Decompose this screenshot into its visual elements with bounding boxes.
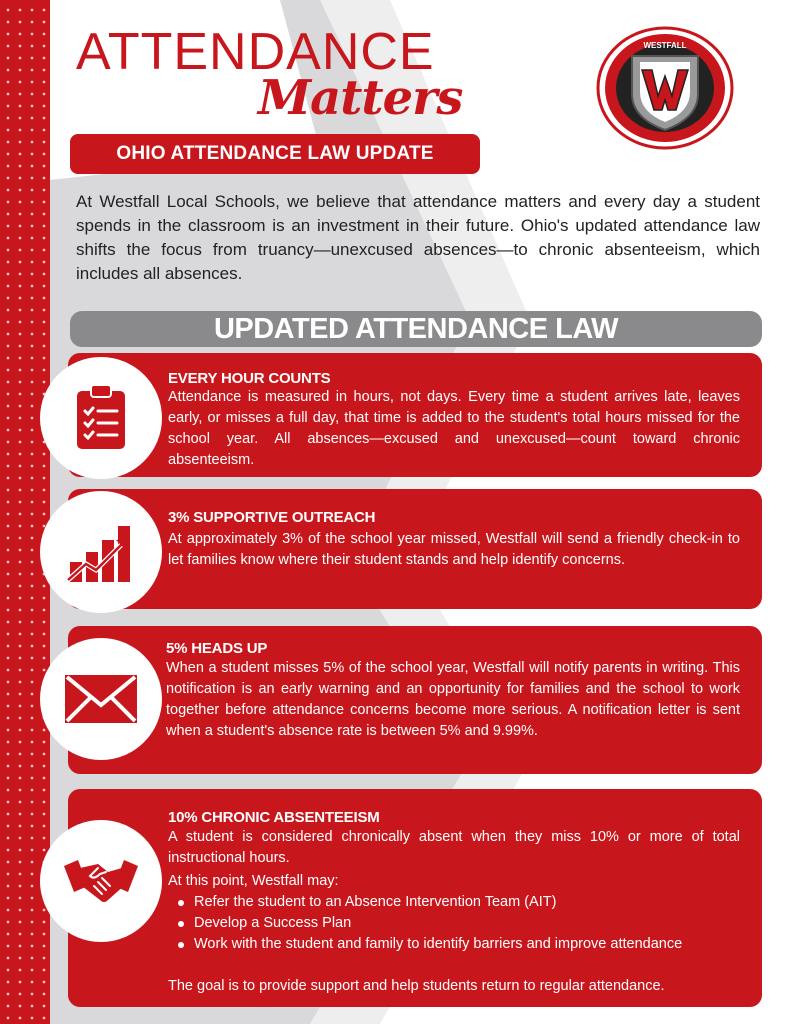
list-item: Develop a Success Plan	[168, 913, 740, 934]
list-item: Refer the student to an Absence Intervention Team (AIT)	[168, 892, 740, 913]
card-closing: The goal is to provide support and help students return to regular attendance.	[168, 978, 665, 994]
title-attendance: ATTENDANCE	[76, 23, 435, 81]
handshake-icon	[40, 820, 162, 942]
intro-paragraph: At Westfall Local Schools, we believe that attendance matters and every day a student spends in the classroom is an investment in their future. Ohio's updated attendance law shifts the focus from truancy—unexcused absences—to chronic absenteeism, which includes all absences.	[76, 192, 760, 283]
card-text: Attendance is measured in hours, not days. Every time a student arrives late, leaves early, or misses a full day, that time is added to the student's total hours missed for the school year. All absences—excused and unexcused—count toward chronic absenteeism.	[168, 389, 740, 468]
card-chronic-absenteeism	[68, 789, 762, 1007]
list-item: Work with the student and family to identify barriers and improve attendance	[168, 934, 740, 955]
card-title: EVERY HOUR COUNTS	[168, 370, 331, 387]
title-matters: Matters	[258, 70, 463, 126]
card-text: A student is considered chronically absent when they miss 10% or more of total instructional hours.	[168, 829, 740, 866]
subtitle-banner: OHIO ATTENDANCE LAW UPDATE	[70, 134, 480, 174]
envelope-icon	[40, 638, 162, 760]
clipboard-checklist-icon	[40, 357, 162, 479]
card-title: 3% SUPPORTIVE OUTREACH	[168, 509, 376, 526]
card-bullets	[168, 892, 740, 955]
logo-text: WESTFALL	[643, 41, 687, 50]
card-every-hour-counts	[68, 353, 762, 477]
card-supportive-outreach	[68, 489, 762, 609]
card-title: 5% HEADS UP	[166, 640, 268, 657]
card-lead: At this point, Westfall may:	[168, 873, 339, 889]
westfall-logo	[596, 26, 734, 150]
card-heads-up	[68, 626, 762, 774]
card-title: 10% CHRONIC ABSENTEEISM	[168, 809, 380, 826]
growth-chart-icon	[40, 491, 162, 613]
section-title: UPDATED ATTENDANCE LAW	[70, 311, 762, 347]
card-text: At approximately 3% of the school year missed, Westfall will send a friendly check-in to let families know where their student stands and help identify concerns.	[168, 531, 740, 568]
card-text: When a student misses 5% of the school year, Westfall will notify parents in writing. This notification is an early warning and an opportunity for families and the school to work together before attendance concerns become more serious. A notification letter is sent when a student's absence rate is between 5% and 9.99%.	[166, 660, 740, 739]
